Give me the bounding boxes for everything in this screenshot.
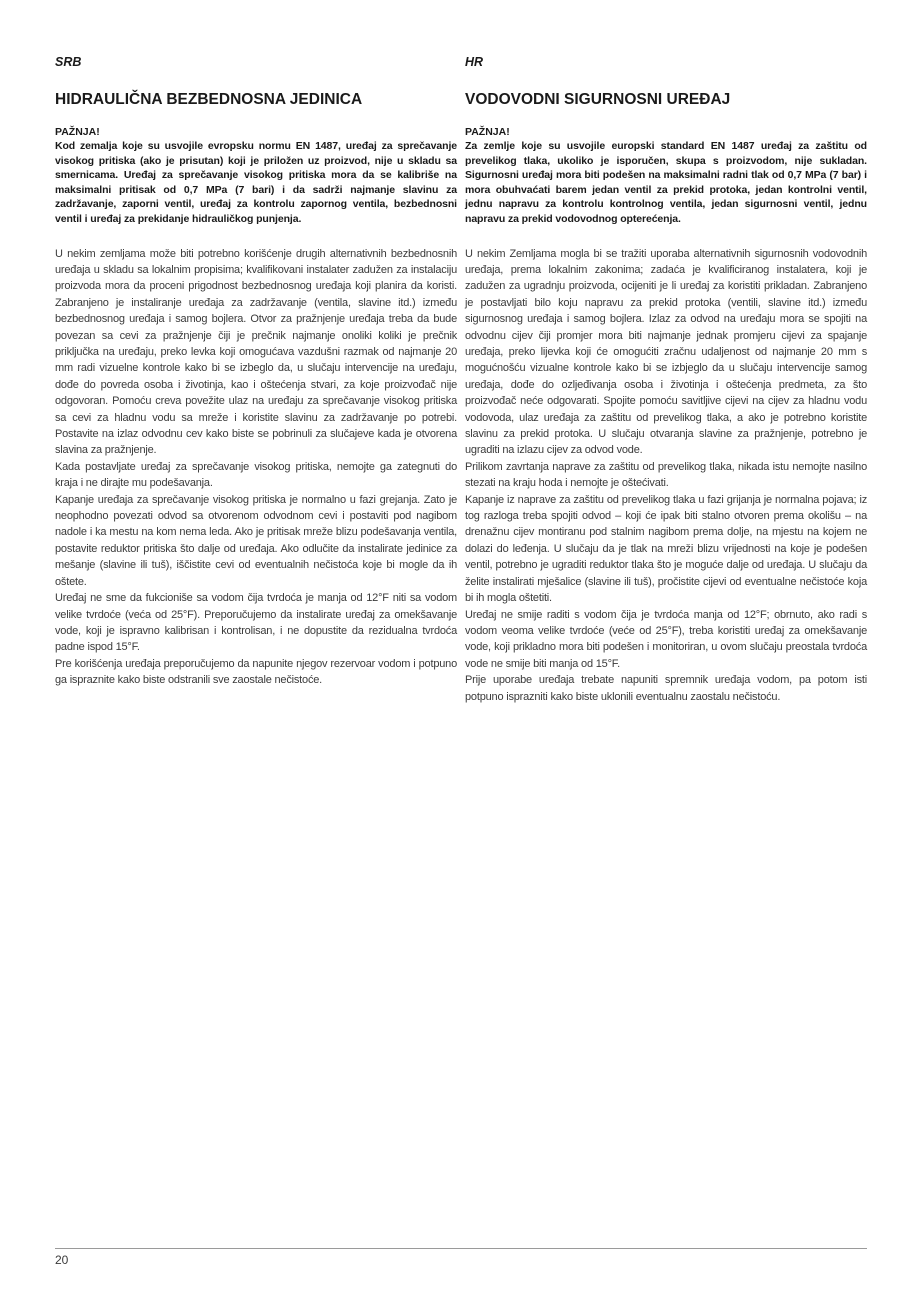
paragraph: Pre korišćenja uređaja preporučujemo da napunite njegov rezervoar vodom i potpuno ga ispraznite kako biste odstranili sve zaostale nečistoće. xyxy=(55,657,457,687)
warning-text: Kod zemalja koje su usvojile evropsku normu EN 1487, uređaj za sprečavanje visokog pritiska (ako je prisutan) koji je priložen uz proizvod, nije u skladu sa smernicama. Uređaj za sprečavanje visokog pritiska mora da se kalibriše na maksimalni pritisak od 0,7 MPa (7 bari) i da sadrži najmanje slavinu za zadržavanje, zaporni ventil, uređaj za kontrolu zapornog ventila, bezbednosni ventil i uređaj za prekidanje hidrauličkog punjenja. xyxy=(55,140,457,225)
language-label: HR xyxy=(465,55,484,69)
paragraph: Uređaj ne smije raditi s vodom čija je tvrdoća manja od 12°F; obrnuto, ako radi s vodom veoma velike tvrdoće (veće od 25°F), treba koristiti uređaj za omekšavanje vode, koji prikladno mora biti podešen i monitoriran, u ovom slučaju preostala tvrdoća vode ne smije biti manja od 15°F. xyxy=(465,608,867,670)
section-heading: VODOVODNI SIGURNOSNI UREĐAJ xyxy=(465,91,731,108)
paragraph: Kada postavljate uređaj za sprečavanje visokog pritiska, nemojte ga zategnuti do kraja i ne dirajte mu podešavanja. xyxy=(55,460,457,490)
paragraph: Prije uporabe uređaja trebate napuniti spremnik uređaja vodom, pa potom isti potpuno isprazniti kako biste uklonili eventualnu zaostalu nečistoću. xyxy=(465,674,867,703)
paragraph: Prilikom zavrtanja naprave za zaštitu od prevelikog tlaka, nikada istu nemojte nasilno stezati na kraju hoda i nemojte je oštećivati. xyxy=(465,460,867,490)
footer-divider xyxy=(55,1248,867,1249)
paragraph: Kapanje iz naprave za zaštitu od prevelikog tlaka u fazi grijanja je normalna pojava; iz tog razloga treba spojiti odvod – koji će ipak biti stalno otvoren prema okolišu – na drenažnu cijev montiranu pod stalnim nagibom prema dolje, na mjestu na kojem ne dolazi do leđenja. U slučaju da je tlak na mreži blizu vrijednosti na koje je podešen ventil, potrebno je ugraditi reduktor tlaka što je moguće dalje od uređaja. U slučaju da želite instalirati mješalice (slavine ili tuš), pročistite cijevi od eventualne nečistoće koja bi ih mogla oštetiti. xyxy=(465,493,867,605)
paragraph: U nekim Zemljama mogla bi se tražiti uporaba alternativnih sigurnosnih vodovodnih uređaja, prema lokalnim zakonima; zadaća je kvalificiranog instalatera, koji je zadužen za ugradnju proizvoda, ocijeniti je li uređaj za koristiti prikladan. Zabranjeno je postavljati bilo koju napravu za prekid protoka (ventili, slavine itd.) između sigurnosnog uređaja i samog bojlera. Izlaz za odvod na uređaju mora se spojiti na odvodnu cijev čiji promjer mora biti najmanje jednak promjeru cijevi za spajanje uređaja, preko lijevka koji će omogućiti zračnu udaljenost od najmanje 20 mm s mogućnošću vizualne kontrole kako bi se izbjeglo da u slučaju intervencije samog uređaja, dođe do ozljeđivanja osoba i životinja i oštećenja predmeta, za što proizvođač neće odgovarati. Spojite pomoću savitljive cijevi na cijev za hladnu vodu vodovoda, ulaz uređaja za zaštitu od prevelikog tlaka, a ako je potrebno koristite slavinu za prekid protoka. U slučaju otvaranja slavine za pražnjenje, potrebno je ugraditi na izlazu cijev za odvod vode. xyxy=(465,247,867,457)
warning-title: PAŽNJA! xyxy=(465,126,510,138)
section-heading: HIDRAULIČNA BEZBEDNOSNA JEDINICA xyxy=(55,91,363,108)
paragraph: Kapanje uređaja za sprečavanje visokog pritiska je normalno u fazi grejanja. Zato je neophodno povezati odvod sa otvorenom odvodnom cevi i postaviti pod nagibom nadole i ka mestu na kom nema leda. Ako je pritisak mreže blizu podešavanja ventila, postavite reduktor pritiska što dalje od uređaja. Ako odlučite da instalirate jedinice za mešanje (slavine ili tuš), iščistite cevi od eventualnih nečistoća koje bi mogle da ih oštete. xyxy=(55,493,457,588)
hr-column xyxy=(465,52,867,705)
paragraph: U nekim zemljama može biti potrebno korišćenje drugih alternativnih bezbednosnih uređaja u skladu sa lokalnim propisima; kvalifikovani instalater zadužen za instalaciju proizvoda mora da proceni prigodnost bezbednosnog uređaja koji planira da koristi. Zabranjeno je instaliranje uređaja za zadržavanje (ventila, slavine itd.) između bezbednosnog uređaja i samog bojlera. Otvor za pražnjenje uređaja treba da bude povezan sa cevi za pražnjenje čiji je prečnik najmanje onoliki koliki je prečnik priključka na uređaju, preko levka koji omogućava vazdušni razmak od najmanje 20 mm radi vizuelne kontrole kako bi se izbeglo da, u slučaju intervencije na uređaju, dođe do povreda osoba i životinja, kao i oštećenja stvari, za koje proizvođač nije odgovoran. Pomoću creva povežite ulaz na uređaju za sprečavanje visokog pritiska sa cevi za hladnu vodu sa mreže i koristite slavinu za zadržavanje po potrebi. Postavite na izlaz odvodnu cev kako biste se pobrinuli za slučajeve kada je otvorena slavina za pražnjenje. xyxy=(55,247,457,457)
paragraph: Uređaj ne sme da fukcioniše sa vodom čija tvrdoća je manja od 12°F niti sa vodom velike tvrdoće (veća od 25°F). Preporučujemo da instalirate uređaj za omekšavanje vode, koji je ispravno kalibrisan i kontrolisan, i ne dopustite da rezidualna tvrdoća padne ispod 15°F. xyxy=(55,592,457,654)
warning-title: PAŽNJA! xyxy=(55,126,100,138)
language-label: SRB xyxy=(55,55,82,69)
warning-text: Za zemlje koje su usvojile europski standard EN 1487 uređaj za zaštitu od prevelikog tlaka, ukoliko je isporučen, skupa s proizvodom, nije sukladan. Sigurnosni uređaj mora biti podešen na maksimalni radni tlak od 0,7 MPa (7 bar) i mora obuhvaćati barem jedan ventil za prekid protoka, jedan kontrolni ventil, jednu napravu za kontrolu kontrolnog ventila, jedan sigurnosni ventil, jednu napravu za prekid vodovodnog opterećenja. xyxy=(465,140,867,225)
srb-column xyxy=(55,52,457,689)
body-text xyxy=(55,246,457,689)
page-number: 20 xyxy=(55,1253,69,1267)
body-text xyxy=(465,246,867,705)
